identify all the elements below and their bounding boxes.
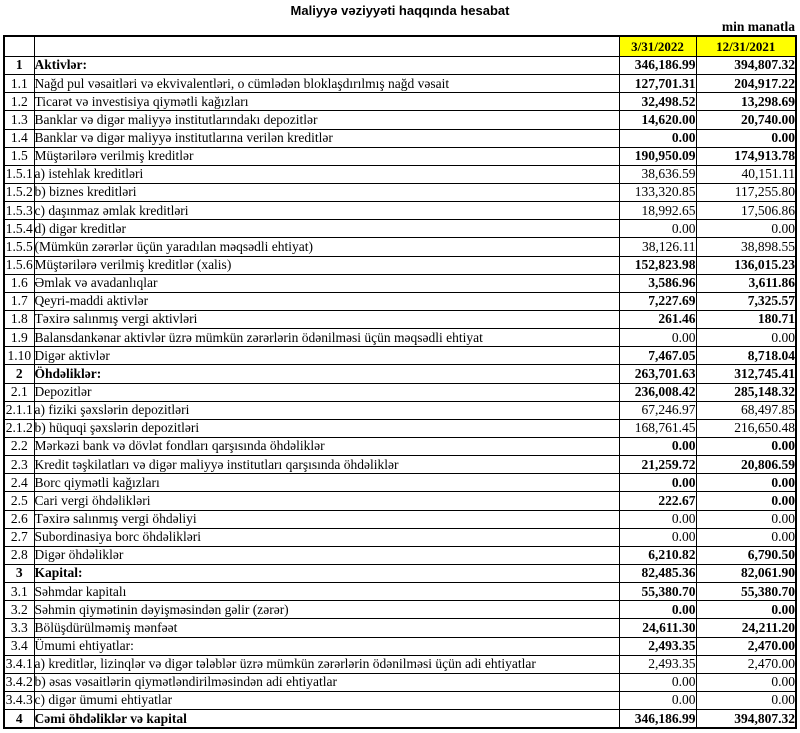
value-2022-cell: 0.00 — [619, 528, 696, 546]
value-2022-cell: 0.00 — [619, 691, 696, 709]
row-number-cell: 2.1.1 — [4, 401, 34, 419]
value-2022-cell: 67,246.97 — [619, 401, 696, 419]
row-label-cell: Ümumi ehtiyatlar: — [34, 637, 619, 655]
row-number-cell: 2.1 — [4, 383, 34, 401]
value-2021-cell: 285,148.32 — [696, 383, 796, 401]
financial-position-table — [3, 35, 797, 729]
row-label-cell: Müştərilərə verilmiş kreditlər (xalis) — [34, 256, 619, 274]
row-number-cell: 1.1 — [4, 75, 34, 93]
value-2022-cell: 38,636.59 — [619, 165, 696, 183]
row-number-cell: 1.5.3 — [4, 202, 34, 220]
row-number-cell: 1.6 — [4, 274, 34, 292]
value-2022-cell: 236,008.42 — [619, 383, 696, 401]
value-2022-cell: 38,126.11 — [619, 238, 696, 256]
row-label-cell: c) daşınmaz əmlak kreditləri — [34, 202, 619, 220]
row-number-cell: 1.3 — [4, 111, 34, 129]
row-label-cell: Öhdəliklər: — [34, 365, 619, 383]
value-2022-cell: 3,586.96 — [619, 274, 696, 292]
value-2022-cell: 346,186.99 — [619, 57, 696, 75]
row-number-cell: 2.1.2 — [4, 419, 34, 437]
value-2022-cell: 133,320.85 — [619, 183, 696, 201]
value-2021-cell: 82,061.90 — [696, 564, 796, 582]
value-2021-cell: 0.00 — [696, 329, 796, 347]
value-2022-cell: 0.00 — [619, 129, 696, 147]
row-label-cell: Banklar və digər maliyyə institutlarındakı depozitlər — [34, 111, 619, 129]
row-label-cell: Əmlak və avadanlıqlar — [34, 274, 619, 292]
table-row — [4, 274, 796, 292]
table-row — [4, 546, 796, 564]
column-header-2022: 3/31/2022 — [619, 36, 696, 57]
value-2022-cell: 32,498.52 — [619, 93, 696, 111]
row-number-cell: 2.4 — [4, 474, 34, 492]
value-2022-cell: 2,493.35 — [619, 655, 696, 673]
row-label-cell: Qeyri-maddi aktivlər — [34, 292, 619, 310]
row-label-cell: Səhmdar kapitalı — [34, 583, 619, 601]
value-2022-cell: 6,210.82 — [619, 546, 696, 564]
value-2022-cell: 7,227.69 — [619, 292, 696, 310]
table-row — [4, 655, 796, 673]
table-row — [4, 183, 796, 201]
table-row — [4, 238, 796, 256]
table-row — [4, 492, 796, 510]
table-row — [4, 474, 796, 492]
table-row — [4, 637, 796, 655]
table-row — [4, 583, 796, 601]
value-2022-cell: 261.46 — [619, 310, 696, 328]
value-2021-cell: 117,255.80 — [696, 183, 796, 201]
value-2021-cell: 180.71 — [696, 310, 796, 328]
value-2022-cell: 222.67 — [619, 492, 696, 510]
table-row — [4, 710, 796, 729]
row-number-cell: 2.3 — [4, 456, 34, 474]
value-2022-cell: 2,493.35 — [619, 637, 696, 655]
value-2021-cell: 20,740.00 — [696, 111, 796, 129]
column-header-2021: 12/31/2021 — [696, 36, 796, 57]
value-2022-cell: 168,761.45 — [619, 419, 696, 437]
value-2022-cell: 55,380.70 — [619, 583, 696, 601]
header-row — [4, 36, 796, 57]
table-row — [4, 165, 796, 183]
value-2021-cell: 6,790.50 — [696, 546, 796, 564]
value-2021-cell: 0.00 — [696, 129, 796, 147]
table-row — [4, 619, 796, 637]
row-label-cell: b) biznes kreditləri — [34, 183, 619, 201]
row-label-cell: Cari vergi öhdəlikləri — [34, 492, 619, 510]
row-label-cell: Digər aktivlər — [34, 347, 619, 365]
value-2021-cell: 0.00 — [696, 510, 796, 528]
value-2021-cell: 394,807.32 — [696, 57, 796, 75]
table-row — [4, 601, 796, 619]
value-2021-cell: 38,898.55 — [696, 238, 796, 256]
value-2022-cell: 0.00 — [619, 601, 696, 619]
value-2021-cell: 136,015.23 — [696, 256, 796, 274]
table-row — [4, 147, 796, 165]
row-number-cell: 4 — [4, 710, 34, 729]
row-label-cell: Cəmi öhdəliklər və kapital — [34, 710, 619, 729]
value-2022-cell: 263,701.63 — [619, 365, 696, 383]
row-number-cell: 1.5.6 — [4, 256, 34, 274]
row-number-cell: 3.2 — [4, 601, 34, 619]
value-2022-cell: 82,485.36 — [619, 564, 696, 582]
row-number-cell: 3.3 — [4, 619, 34, 637]
row-label-cell: Nağd pul vəsaitləri və ekvivalentləri, o cümlədən bloklaşdırılmış nağd vəsait — [34, 75, 619, 93]
row-number-cell: 3.4.3 — [4, 691, 34, 709]
value-2022-cell: 7,467.05 — [619, 347, 696, 365]
value-2021-cell: 20,806.59 — [696, 456, 796, 474]
value-2021-cell: 174,913.78 — [696, 147, 796, 165]
value-2022-cell: 127,701.31 — [619, 75, 696, 93]
value-2022-cell: 0.00 — [619, 474, 696, 492]
row-label-cell: a) istehlak kreditləri — [34, 165, 619, 183]
row-number-cell: 2.6 — [4, 510, 34, 528]
table-row — [4, 528, 796, 546]
value-2022-cell: 18,992.65 — [619, 202, 696, 220]
table-row — [4, 673, 796, 691]
table-row — [4, 347, 796, 365]
value-2022-cell: 24,611.30 — [619, 619, 696, 637]
table-row — [4, 510, 796, 528]
row-label-cell: Banklar və digər maliyyə institutlarına verilən kreditlər — [34, 129, 619, 147]
row-label-cell: b) əsas vəsaitlərin qiymətləndirilməsindən adi ehtiyatlar — [34, 673, 619, 691]
row-label-cell: Depozitlər — [34, 383, 619, 401]
row-label-cell: Bölüşdürülməmiş mənfəət — [34, 619, 619, 637]
value-2021-cell: 0.00 — [696, 691, 796, 709]
row-number-cell: 1.2 — [4, 93, 34, 111]
header-blank-number-cell — [4, 36, 34, 57]
row-number-cell: 2.8 — [4, 546, 34, 564]
row-label-cell: a) fiziki şəxslərin depozitləri — [34, 401, 619, 419]
value-2021-cell: 68,497.85 — [696, 401, 796, 419]
row-label-cell: Kapital: — [34, 564, 619, 582]
value-2021-cell: 0.00 — [696, 437, 796, 455]
value-2021-cell: 17,506.86 — [696, 202, 796, 220]
value-2021-cell: 0.00 — [696, 492, 796, 510]
row-number-cell: 1.5 — [4, 147, 34, 165]
row-label-cell: Ticarət və investisiya qiymətli kağızları — [34, 93, 619, 111]
table-row — [4, 292, 796, 310]
value-2021-cell: 55,380.70 — [696, 583, 796, 601]
value-2022-cell: 190,950.09 — [619, 147, 696, 165]
report-title: Maliyyə vəziyyəti haqqında hesabat — [290, 3, 510, 18]
table-row — [4, 383, 796, 401]
row-label-cell: Subordinasiya borc öhdəlikləri — [34, 528, 619, 546]
table-row — [4, 401, 796, 419]
row-number-cell: 1.5.1 — [4, 165, 34, 183]
row-number-cell: 1.7 — [4, 292, 34, 310]
value-2021-cell: 216,650.48 — [696, 419, 796, 437]
row-number-cell: 1.5.2 — [4, 183, 34, 201]
table-body — [4, 57, 796, 729]
value-2022-cell: 21,259.72 — [619, 456, 696, 474]
value-2022-cell: 346,186.99 — [619, 710, 696, 729]
row-label-cell: b) hüquqi şəxslərin depozitləri — [34, 419, 619, 437]
value-2021-cell: 24,211.20 — [696, 619, 796, 637]
row-number-cell: 1.5.5 — [4, 238, 34, 256]
value-2021-cell: 0.00 — [696, 601, 796, 619]
row-number-cell: 3 — [4, 564, 34, 582]
row-label-cell: Aktivlər: — [34, 57, 619, 75]
row-number-cell: 3.1 — [4, 583, 34, 601]
table-row — [4, 437, 796, 455]
row-label-cell: c) digər ümumi ehtiyatlar — [34, 691, 619, 709]
value-2021-cell: 2,470.00 — [696, 637, 796, 655]
row-number-cell: 1.10 — [4, 347, 34, 365]
value-2021-cell: 0.00 — [696, 220, 796, 238]
row-number-cell: 1.9 — [4, 329, 34, 347]
row-number-cell: 2.7 — [4, 528, 34, 546]
value-2021-cell: 312,745.41 — [696, 365, 796, 383]
table-row — [4, 365, 796, 383]
value-2021-cell: 0.00 — [696, 528, 796, 546]
row-number-cell: 2.2 — [4, 437, 34, 455]
table-row — [4, 691, 796, 709]
value-2022-cell: 0.00 — [619, 510, 696, 528]
table-row — [4, 57, 796, 75]
table-row — [4, 310, 796, 328]
value-2022-cell: 14,620.00 — [619, 111, 696, 129]
row-label-cell: Təxirə salınmış vergi öhdəliyi — [34, 510, 619, 528]
table-row — [4, 111, 796, 129]
row-label-cell: (Mümkün zərərlər üçün yaradılan məqsədli ehtiyat) — [34, 238, 619, 256]
table-row — [4, 220, 796, 238]
value-2021-cell: 204,917.22 — [696, 75, 796, 93]
row-number-cell: 2 — [4, 365, 34, 383]
value-2021-cell: 0.00 — [696, 474, 796, 492]
value-2021-cell: 13,298.69 — [696, 93, 796, 111]
value-2021-cell: 2,470.00 — [696, 655, 796, 673]
value-2022-cell: 0.00 — [619, 220, 696, 238]
table-row — [4, 75, 796, 93]
value-2022-cell: 0.00 — [619, 673, 696, 691]
value-2022-cell: 152,823.98 — [619, 256, 696, 274]
row-label-cell: Borc qiymətli kağızları — [34, 474, 619, 492]
header-blank-label-cell — [34, 36, 619, 57]
table-row — [4, 129, 796, 147]
row-number-cell: 3.4.1 — [4, 655, 34, 673]
value-2022-cell: 0.00 — [619, 329, 696, 347]
row-label-cell: a) kreditlər, lizinqlər və digər tələblər üzrə mümkün zərərlərin ödənilməsi üçün adi ehtiyatlar — [34, 655, 619, 673]
row-label-cell: Müştərilərə verilmiş kreditlər — [34, 147, 619, 165]
row-label-cell: d) digər kreditlər — [34, 220, 619, 238]
row-number-cell: 1.5.4 — [4, 220, 34, 238]
row-number-cell: 3.4 — [4, 637, 34, 655]
value-2021-cell: 8,718.04 — [696, 347, 796, 365]
value-2021-cell: 394,807.32 — [696, 710, 796, 729]
table-row — [4, 93, 796, 111]
value-2021-cell: 7,325.57 — [696, 292, 796, 310]
table-row — [4, 329, 796, 347]
row-label-cell: Mərkəzi bank və dövlət fondları qarşısında öhdəliklər — [34, 437, 619, 455]
row-label-cell: Digər öhdəliklər — [34, 546, 619, 564]
value-2021-cell: 3,611.86 — [696, 274, 796, 292]
table-row — [4, 456, 796, 474]
table-row — [4, 256, 796, 274]
row-label-cell: Balansdankənar aktivlər üzrə mümkün zərərlərin ödənilməsi üçün məqsədli ehtiyat — [34, 329, 619, 347]
row-number-cell: 3.4.2 — [4, 673, 34, 691]
row-number-cell: 2.5 — [4, 492, 34, 510]
row-label-cell: Təxirə salınmış vergi aktivləri — [34, 310, 619, 328]
table-row — [4, 202, 796, 220]
row-number-cell: 1 — [4, 57, 34, 75]
row-label-cell: Səhmin qiymətinin dəyişməsindən gəlir (zərər) — [34, 601, 619, 619]
row-number-cell: 1.8 — [4, 310, 34, 328]
row-number-cell: 1.4 — [4, 129, 34, 147]
unit-note: min manatla — [721, 19, 795, 34]
table-row — [4, 564, 796, 582]
table-row — [4, 419, 796, 437]
value-2021-cell: 40,151.11 — [696, 165, 796, 183]
value-2021-cell: 0.00 — [696, 673, 796, 691]
row-label-cell: Kredit təşkilatları və digər maliyyə institutları qarşısında öhdəliklər — [34, 456, 619, 474]
value-2022-cell: 0.00 — [619, 437, 696, 455]
